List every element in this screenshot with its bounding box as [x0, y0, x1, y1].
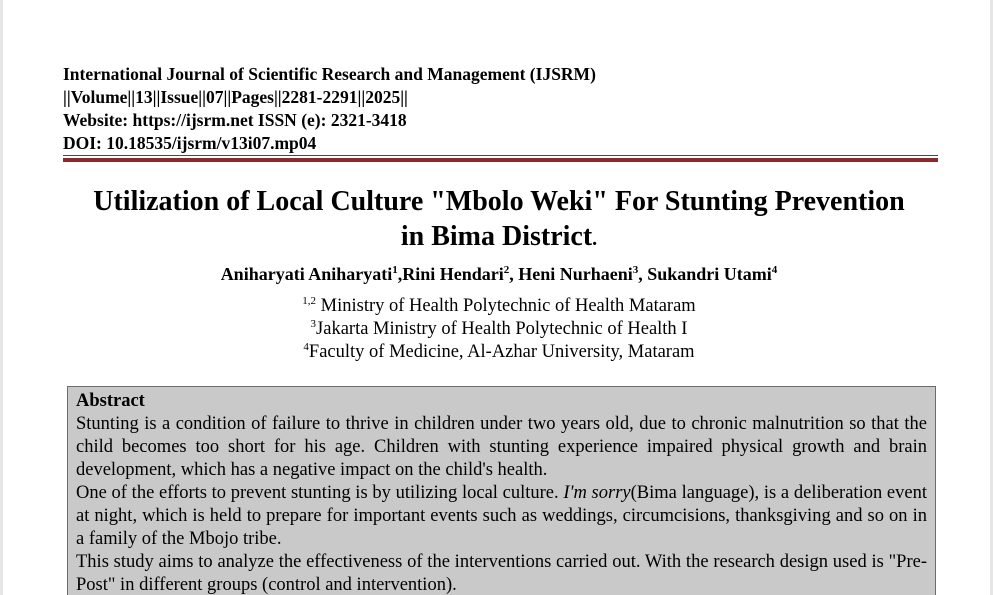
author-separator: , [397, 264, 403, 284]
abstract-paragraph: This study aims to analyze the effectiveness of the interventions carried out. With the research design used is "Pre-Post" in different groups (control and intervention). [76, 552, 927, 595]
journal-header [63, 63, 943, 155]
author-name: Heni Nurhaeni [518, 264, 633, 284]
author-name: Sukandri Utami [647, 264, 772, 284]
header-rule-thick [63, 158, 938, 162]
affiliation-text: Faculty of Medicine, Al-Azhar University, Mataram [308, 342, 695, 362]
paper-title-line1: Utilization of Local Culture "Mbolo Weki" For Stunting Prevention [93, 186, 905, 217]
author-name: Aniharyati Aniharyati [220, 264, 393, 284]
author-name: Rini Hendari [402, 264, 504, 284]
abstract-heading: Abstract [76, 391, 145, 411]
paper-title-line2 [40, 219, 958, 257]
author-separator: , [509, 264, 519, 284]
header-rule-thin [63, 155, 938, 156]
author-affiliation-mark: 2 [503, 264, 510, 276]
abstract-text: One of the efforts to prevent stunting is by utilizing local culture. [76, 483, 564, 503]
affiliation-list [0, 295, 993, 364]
website-issn: Website: https://ijsrm.net ISSN (e): 2321-3418 [63, 110, 407, 130]
paper-title [40, 184, 958, 257]
abstract-box [67, 386, 936, 595]
abstract-paragraph [76, 482, 927, 551]
affiliation-mark: 3 [310, 318, 317, 330]
volume-issue-pages: ||Volume||13||Issue||07||Pages||2281-2291||2025|| [63, 87, 408, 107]
affiliation-text: Ministry of Health Polytechnic of Health Mataram [316, 296, 696, 316]
affiliation-mark: 4 [303, 341, 309, 353]
paper-title-period: . [592, 228, 598, 250]
paper-title-line2-text: in Bima District [400, 221, 593, 252]
affiliation-item [0, 341, 993, 364]
affiliation-text: Jakarta Ministry of Health Polytechnic of Health I [316, 319, 688, 339]
abstract-text: (Bima language), is a deliberation event at night, which is held to prepare for important events such as weddings, circumcisions, thanksgiving and so on in a family of the Mbojo tribe. [76, 483, 927, 549]
abstract-italic-term: I'm sorry [563, 483, 631, 503]
doi: DOI: 10.18535/ijsrm/v13i07.mp04 [63, 133, 317, 153]
author-separator: , [638, 264, 648, 284]
author-affiliation-mark: 4 [771, 264, 778, 276]
affiliation-item [0, 318, 993, 341]
affiliation-item [0, 295, 993, 318]
journal-name: International Journal of Scientific Research and Management (IJSRM) [63, 64, 596, 84]
author-affiliation-mark: 3 [632, 264, 639, 276]
abstract-paragraph: Stunting is a condition of failure to thrive in children under two years old, due to chronic malnutrition so that the child becomes too short for his age. Children with stunting experience impaired physical growth and brain development, which has a negative impact on the child's health. [76, 414, 927, 480]
affiliation-mark: 1,2 [302, 295, 317, 307]
author-list [0, 262, 993, 286]
author-affiliation-mark: 1 [392, 264, 398, 276]
